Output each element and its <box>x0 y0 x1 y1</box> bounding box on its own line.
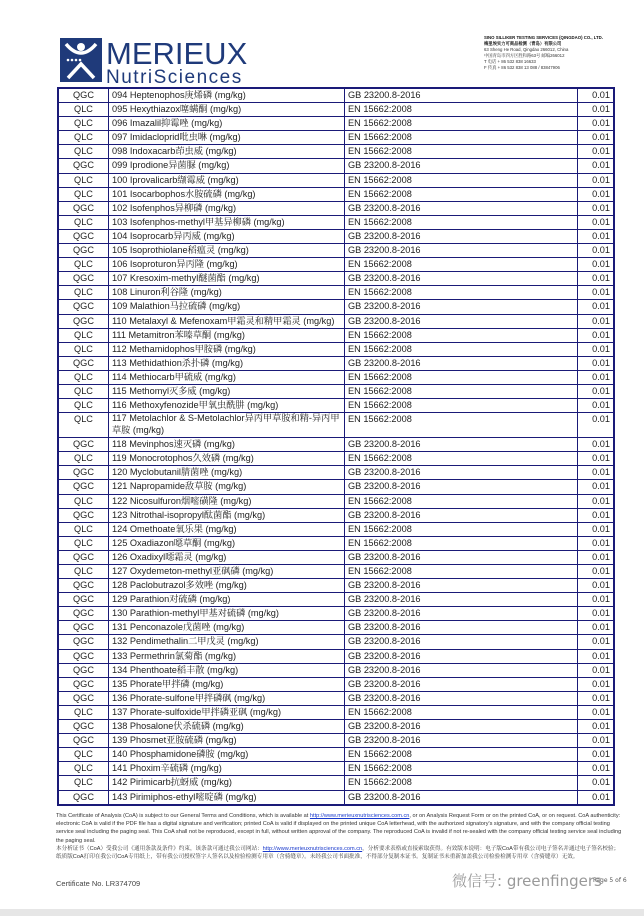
company-name-en: SINO SILLIKER TESTING SERVICES (QINGDAO) CO., LTD. <box>484 35 603 40</box>
analyte-name: 110 Metalaxyl & Mefenoxam甲霜灵和精甲霜灵 (mg/kg) <box>109 314 345 328</box>
test-method: EN 15662:2008 <box>345 187 578 201</box>
method-code: QLC <box>58 370 109 384</box>
detection-limit: 0.01 <box>578 103 615 117</box>
analyte-name: 140 Phosphamidone磷胺 (mg/kg) <box>109 748 345 762</box>
test-method: EN 15662:2008 <box>345 342 578 356</box>
disclaimer <box>56 812 622 861</box>
detection-limit: 0.01 <box>578 413 615 438</box>
table-row <box>58 593 614 607</box>
method-code: QLC <box>58 748 109 762</box>
test-method: GB 23200.8-2016 <box>345 438 578 452</box>
method-code: QLC <box>58 536 109 550</box>
company-address-block <box>484 35 603 72</box>
wechat-watermark: 微信号: greenfingers <box>452 872 602 890</box>
detection-limit: 0.01 <box>578 173 615 187</box>
detection-limit: 0.01 <box>578 579 615 593</box>
detection-limit: 0.01 <box>578 229 615 243</box>
method-code: QLC <box>58 215 109 229</box>
company-name-cn: 梅里埃实力可商品检测（青岛）有限公司 <box>484 41 562 47</box>
method-code: QGC <box>58 677 109 691</box>
terms-link[interactable]: http://www.merieuxnutrisciences.com.cn <box>309 813 410 819</box>
test-method: GB 23200.8-2016 <box>345 734 578 748</box>
method-code: QLC <box>58 173 109 187</box>
table-row <box>58 649 614 663</box>
table-row <box>58 494 614 508</box>
table-row <box>58 734 614 748</box>
detection-limit: 0.01 <box>578 384 615 398</box>
analyte-name: 106 Isoproturon异丙隆 (mg/kg) <box>109 258 345 272</box>
analyte-name: 103 Isofenphos-methyl甲基异柳磷 (mg/kg) <box>109 215 345 229</box>
table-row <box>58 635 614 649</box>
detection-limit: 0.01 <box>578 159 615 173</box>
table-row <box>58 286 614 300</box>
test-method: GB 23200.8-2016 <box>345 649 578 663</box>
method-code: QGC <box>58 438 109 452</box>
analyte-name: 126 Oxadixyl噁霜灵 (mg/kg) <box>109 550 345 564</box>
analyte-name: 111 Metamitron苯嗪草酮 (mg/kg) <box>109 328 345 342</box>
test-method: EN 15662:2008 <box>345 328 578 342</box>
detection-limit: 0.01 <box>578 399 615 413</box>
table-row <box>58 272 614 286</box>
detection-limit: 0.01 <box>578 550 615 564</box>
table-row <box>58 258 614 272</box>
method-code: QGC <box>58 593 109 607</box>
analyte-name: 100 Iprovalicarb缬霉威 (mg/kg) <box>109 173 345 187</box>
detection-limit: 0.01 <box>578 522 615 536</box>
detection-limit: 0.01 <box>578 342 615 356</box>
table-row <box>58 522 614 536</box>
test-method: GB 23200.8-2016 <box>345 593 578 607</box>
analyte-name: 137 Phorate-sulfoxide甲拌磷亚砜 (mg/kg) <box>109 705 345 719</box>
method-code: QLC <box>58 399 109 413</box>
method-code: QGC <box>58 691 109 705</box>
detection-limit: 0.01 <box>578 314 615 328</box>
detection-limit: 0.01 <box>578 117 615 131</box>
detection-limit: 0.01 <box>578 258 615 272</box>
analyte-name: 117 Metolachlor & S-Metolachlor异丙甲草胺和精-异丙甲草胺 (mg/kg) <box>109 413 345 438</box>
table-row <box>58 480 614 494</box>
test-method: EN 15662:2008 <box>345 565 578 579</box>
test-method: GB 23200.8-2016 <box>345 579 578 593</box>
test-method: EN 15662:2008 <box>345 286 578 300</box>
results-table <box>57 87 615 806</box>
test-method: EN 15662:2008 <box>345 384 578 398</box>
test-method: EN 15662:2008 <box>345 536 578 550</box>
phone: T 电话 + 86 532 838 16633 <box>484 59 536 65</box>
analyte-name: 136 Phorate-sulfone甲拌磷砜 (mg/kg) <box>109 691 345 705</box>
test-method: GB 23200.8-2016 <box>345 691 578 705</box>
test-method: EN 15662:2008 <box>345 522 578 536</box>
test-method: GB 23200.8-2016 <box>345 88 578 103</box>
method-code: QGC <box>58 201 109 215</box>
method-code: QLC <box>58 705 109 719</box>
method-code: QGC <box>58 790 109 805</box>
analyte-name: 120 Myclobutanil腈菌唑 (mg/kg) <box>109 466 345 480</box>
method-code: QGC <box>58 229 109 243</box>
method-code: QLC <box>58 117 109 131</box>
table-row <box>58 565 614 579</box>
logo-subtitle: NutriSciences <box>106 67 243 88</box>
test-method: EN 15662:2008 <box>345 258 578 272</box>
detection-limit: 0.01 <box>578 356 615 370</box>
detection-limit: 0.01 <box>578 734 615 748</box>
detection-limit: 0.01 <box>578 508 615 522</box>
test-method: GB 23200.8-2016 <box>345 466 578 480</box>
analyte-name: 094 Heptenophos庚烯磷 (mg/kg) <box>109 88 345 103</box>
method-code: QGC <box>58 734 109 748</box>
detection-limit: 0.01 <box>578 244 615 258</box>
analyte-name: 124 Omethoate氧乐果 (mg/kg) <box>109 522 345 536</box>
logo-title: MERIEUX <box>106 36 248 71</box>
detection-limit: 0.01 <box>578 88 615 103</box>
table-row <box>58 244 614 258</box>
detection-limit: 0.01 <box>578 593 615 607</box>
test-method: GB 23200.8-2016 <box>345 314 578 328</box>
analyte-name: 118 Mevinphos速灭磷 (mg/kg) <box>109 438 345 452</box>
disclaimer-en-2: , or on Analysis Request Form or on the printed CoA, or on request. CoA authenticity: electronic CoA is valid if the PDF file has a digital signature and verification; printed CoA is valid if displayed on the printed unique CoA letterhead, with the authorized signatory's signature, and with the company official testing service seal including the paging seal. This CoA shall not be reproduced, except in full, without written approval of the company. The reproduced CoA is invalid if not re-sealed with the company official testing service seal including the paging seal. <box>56 813 622 844</box>
table-row <box>58 438 614 452</box>
method-code: QGC <box>58 466 109 480</box>
detection-limit: 0.01 <box>578 607 615 621</box>
method-code: QLC <box>58 776 109 790</box>
test-method: GB 23200.8-2016 <box>345 508 578 522</box>
table-row <box>58 677 614 691</box>
test-method: GB 23200.8-2016 <box>345 720 578 734</box>
test-method: GB 23200.8-2016 <box>345 663 578 677</box>
method-code: QLC <box>58 145 109 159</box>
analyte-name: 105 Isoprothiolane稻瘟灵 (mg/kg) <box>109 244 345 258</box>
method-code: QLC <box>58 494 109 508</box>
analyte-name: 097 Imidacloprid吡虫啉 (mg/kg) <box>109 131 345 145</box>
analyte-name: 139 Phosmet亚胺硫磷 (mg/kg) <box>109 734 345 748</box>
detection-limit: 0.01 <box>578 677 615 691</box>
test-method: GB 23200.8-2016 <box>345 480 578 494</box>
company-logo <box>60 36 248 88</box>
detection-limit: 0.01 <box>578 621 615 635</box>
detection-limit: 0.01 <box>578 466 615 480</box>
method-code: QLC <box>58 342 109 356</box>
table-row <box>58 88 614 103</box>
analyte-name: 131 Penconazole戊菌唑 (mg/kg) <box>109 621 345 635</box>
test-method: EN 15662:2008 <box>345 370 578 384</box>
table-row <box>58 413 614 438</box>
detection-limit: 0.01 <box>578 438 615 452</box>
table-row <box>58 607 614 621</box>
test-method: GB 23200.8-2016 <box>345 621 578 635</box>
detection-limit: 0.01 <box>578 635 615 649</box>
table-row <box>58 342 614 356</box>
analyte-name: 095 Hexythiazox噻螨酮 (mg/kg) <box>109 103 345 117</box>
analyte-name: 121 Napropamide敌草胺 (mg/kg) <box>109 480 345 494</box>
test-method: EN 15662:2008 <box>345 131 578 145</box>
analyte-name: 141 Phoxim辛硫磷 (mg/kg) <box>109 762 345 776</box>
detection-limit: 0.01 <box>578 452 615 466</box>
detection-limit: 0.01 <box>578 776 615 790</box>
test-method: EN 15662:2008 <box>345 117 578 131</box>
method-code: QLC <box>58 103 109 117</box>
method-code: QGC <box>58 356 109 370</box>
table-row <box>58 579 614 593</box>
table-row <box>58 201 614 215</box>
detection-limit: 0.01 <box>578 691 615 705</box>
detection-limit: 0.01 <box>578 748 615 762</box>
detection-limit: 0.01 <box>578 494 615 508</box>
method-code: QLC <box>58 452 109 466</box>
disclaimer-cn-2: ，分析要求表格或直接索取获得。有效版本说明：电子版CoA带有我公司电子签名并通过电子签名校验；纸质版CoA打印在我公司CoA专用纸上，带有我公司授权签字人签名以及检验检测专用章（含骑缝章）。未经我公司书面批准，不得部分复制本证书。复制证书未重新加盖我公司检验检测专用章（含骑缝章）无效。 <box>56 845 620 861</box>
method-code: QGC <box>58 314 109 328</box>
detection-limit: 0.01 <box>578 201 615 215</box>
detection-limit: 0.01 <box>578 720 615 734</box>
detection-limit: 0.01 <box>578 663 615 677</box>
test-method: GB 23200.8-2016 <box>345 201 578 215</box>
analyte-name: 109 Malathion马拉硫磷 (mg/kg) <box>109 300 345 314</box>
method-code: QGC <box>58 88 109 103</box>
detection-limit: 0.01 <box>578 790 615 805</box>
analyte-name: 129 Parathion对硫磷 (mg/kg) <box>109 593 345 607</box>
detection-limit: 0.01 <box>578 565 615 579</box>
detection-limit: 0.01 <box>578 187 615 201</box>
table-row <box>58 300 614 314</box>
analyte-name: 125 Oxadiazon噁草酮 (mg/kg) <box>109 536 345 550</box>
table-row <box>58 621 614 635</box>
method-code: QGC <box>58 272 109 286</box>
detection-limit: 0.01 <box>578 649 615 663</box>
analyte-name: 122 Nicosulfuron烟嘧磺隆 (mg/kg) <box>109 494 345 508</box>
analyte-name: 128 Paclobutrazol多效唑 (mg/kg) <box>109 579 345 593</box>
method-code: QGC <box>58 663 109 677</box>
test-method: GB 23200.8-2016 <box>345 550 578 564</box>
disclaimer-en-1: This Certificate of Analysis (CoA) is subject to our General Terms and Conditions, which is available at <box>56 813 310 819</box>
table-row <box>58 103 614 117</box>
method-code: QGC <box>58 508 109 522</box>
detection-limit: 0.01 <box>578 272 615 286</box>
method-code: QLC <box>58 286 109 300</box>
table-row <box>58 691 614 705</box>
analyte-name: 098 Indoxacarb茚虫威 (mg/kg) <box>109 145 345 159</box>
method-code: QGC <box>58 635 109 649</box>
test-method: EN 15662:2008 <box>345 762 578 776</box>
analyte-name: 099 Iprodione异菌脲 (mg/kg) <box>109 159 345 173</box>
test-method: GB 23200.8-2016 <box>345 244 578 258</box>
table-row <box>58 229 614 243</box>
address-cn: 中国青岛市四方区胜和路63号 邮编266012 <box>484 53 565 59</box>
test-method: GB 23200.8-2016 <box>345 790 578 805</box>
method-code: QGC <box>58 300 109 314</box>
method-code: QGC <box>58 607 109 621</box>
logo-figure-icon <box>60 38 102 82</box>
table-row <box>58 663 614 677</box>
analyte-name: 127 Oxydemeton-methyl亚砜磷 (mg/kg) <box>109 565 345 579</box>
test-method: EN 15662:2008 <box>345 748 578 762</box>
table-row <box>58 187 614 201</box>
table-row <box>58 131 614 145</box>
test-method: EN 15662:2008 <box>345 215 578 229</box>
test-method: EN 15662:2008 <box>345 705 578 719</box>
table-row <box>58 536 614 550</box>
method-code: QGC <box>58 480 109 494</box>
method-code: QGC <box>58 244 109 258</box>
table-row <box>58 145 614 159</box>
detection-limit: 0.01 <box>578 536 615 550</box>
test-method: GB 23200.8-2016 <box>345 607 578 621</box>
analyte-name: 143 Pirimiphos-ethyl嘧啶磷 (mg/kg) <box>109 790 345 805</box>
test-method: GB 23200.8-2016 <box>345 272 578 286</box>
table-row <box>58 762 614 776</box>
method-code: QLC <box>58 258 109 272</box>
analyte-name: 135 Phorate甲拌磷 (mg/kg) <box>109 677 345 691</box>
analyte-name: 116 Methoxyfenozide甲氧虫酰肼 (mg/kg) <box>109 399 345 413</box>
test-method: GB 23200.8-2016 <box>345 356 578 370</box>
analyte-name: 114 Methiocarb甲硫威 (mg/kg) <box>109 370 345 384</box>
analyte-name: 142 Pirimicarb抗蚜威 (mg/kg) <box>109 776 345 790</box>
table-row <box>58 117 614 131</box>
table-row <box>58 776 614 790</box>
table-row <box>58 748 614 762</box>
detection-limit: 0.01 <box>578 370 615 384</box>
method-code: QLC <box>58 565 109 579</box>
method-code: QGC <box>58 649 109 663</box>
table-row <box>58 550 614 564</box>
analyte-name: 119 Monocrotophos久效磷 (mg/kg) <box>109 452 345 466</box>
detection-limit: 0.01 <box>578 215 615 229</box>
analyte-name: 132 Pendimethalin二甲戊灵 (mg/kg) <box>109 635 345 649</box>
table-row <box>58 452 614 466</box>
test-method: EN 15662:2008 <box>345 173 578 187</box>
fax: F 传真 + 86 532 838 13 088 / 83847906 <box>484 65 560 71</box>
method-code: QLC <box>58 522 109 536</box>
method-code: QLC <box>58 187 109 201</box>
certificate-number: Certificate No. LR374709 <box>56 879 141 888</box>
table-row <box>58 173 614 187</box>
method-code: QGC <box>58 550 109 564</box>
address-en: 63 Sheng He Road, Qingdao 266012, China <box>484 47 569 53</box>
detection-limit: 0.01 <box>578 705 615 719</box>
test-method: GB 23200.8-2016 <box>345 159 578 173</box>
analyte-name: 102 Isofenphos异柳磷 (mg/kg) <box>109 201 345 215</box>
test-method: EN 15662:2008 <box>345 145 578 159</box>
table-row <box>58 328 614 342</box>
terms-link-cn[interactable]: http://www.merieuxnutrisciences.com.cn <box>262 845 363 852</box>
detection-limit: 0.01 <box>578 286 615 300</box>
method-code: QLC <box>58 131 109 145</box>
analyte-name: 133 Permethrin氯菊酯 (mg/kg) <box>109 649 345 663</box>
table-row <box>58 384 614 398</box>
analyte-name: 096 Imazalil抑霉唑 (mg/kg) <box>109 117 345 131</box>
analyte-name: 101 Isocarbophos水胺硫磷 (mg/kg) <box>109 187 345 201</box>
detection-limit: 0.01 <box>578 145 615 159</box>
table-row <box>58 466 614 480</box>
test-method: GB 23200.8-2016 <box>345 229 578 243</box>
table-row <box>58 705 614 719</box>
analyte-name: 115 Methomyl灭多威 (mg/kg) <box>109 384 345 398</box>
detection-limit: 0.01 <box>578 131 615 145</box>
method-code: QGC <box>58 621 109 635</box>
detection-limit: 0.01 <box>578 328 615 342</box>
table-row <box>58 314 614 328</box>
test-method: EN 15662:2008 <box>345 494 578 508</box>
table-row <box>58 720 614 734</box>
page-bottom-bar <box>0 909 644 916</box>
test-method: EN 15662:2008 <box>345 103 578 117</box>
table-row <box>58 790 614 805</box>
method-code: QGC <box>58 579 109 593</box>
test-method: EN 15662:2008 <box>345 452 578 466</box>
method-code: QLC <box>58 384 109 398</box>
method-code: QGC <box>58 159 109 173</box>
method-code: QLC <box>58 328 109 342</box>
detection-limit: 0.01 <box>578 480 615 494</box>
analyte-name: 134 Phenthoate稻丰散 (mg/kg) <box>109 663 345 677</box>
analyte-name: 130 Parathion-methyl甲基对硫磷 (mg/kg) <box>109 607 345 621</box>
test-method: GB 23200.8-2016 <box>345 300 578 314</box>
analyte-name: 104 Isoprocarb异丙威 (mg/kg) <box>109 229 345 243</box>
table-row <box>58 508 614 522</box>
test-method: EN 15662:2008 <box>345 399 578 413</box>
analyte-name: 123 Nitrothal-isopropyl酞菌酯 (mg/kg) <box>109 508 345 522</box>
table-row <box>58 159 614 173</box>
test-method: GB 23200.8-2016 <box>345 635 578 649</box>
table-row <box>58 399 614 413</box>
analyte-name: 112 Methamidophos甲胺磷 (mg/kg) <box>109 342 345 356</box>
method-code: QLC <box>58 762 109 776</box>
table-row <box>58 356 614 370</box>
method-code: QGC <box>58 720 109 734</box>
test-method: EN 15662:2008 <box>345 413 578 438</box>
table-row <box>58 370 614 384</box>
test-method: EN 15662:2008 <box>345 776 578 790</box>
analyte-name: 138 Phosalone伏杀硫磷 (mg/kg) <box>109 720 345 734</box>
disclaimer-cn-1: 本分析证书（CoA）受我公司《通用条款及条件》约束，该条款可通过我公司网站： <box>56 845 263 852</box>
table-row <box>58 215 614 229</box>
analyte-name: 113 Methidathion杀扑磷 (mg/kg) <box>109 356 345 370</box>
test-method: GB 23200.8-2016 <box>345 677 578 691</box>
analyte-name: 108 Linuron利谷隆 (mg/kg) <box>109 286 345 300</box>
page-number: Page 5 of 6 <box>593 877 627 884</box>
detection-limit: 0.01 <box>578 300 615 314</box>
detection-limit: 0.01 <box>578 762 615 776</box>
analyte-name: 107 Kresoxim-methyl醚菌酯 (mg/kg) <box>109 272 345 286</box>
method-code: QLC <box>58 413 109 438</box>
